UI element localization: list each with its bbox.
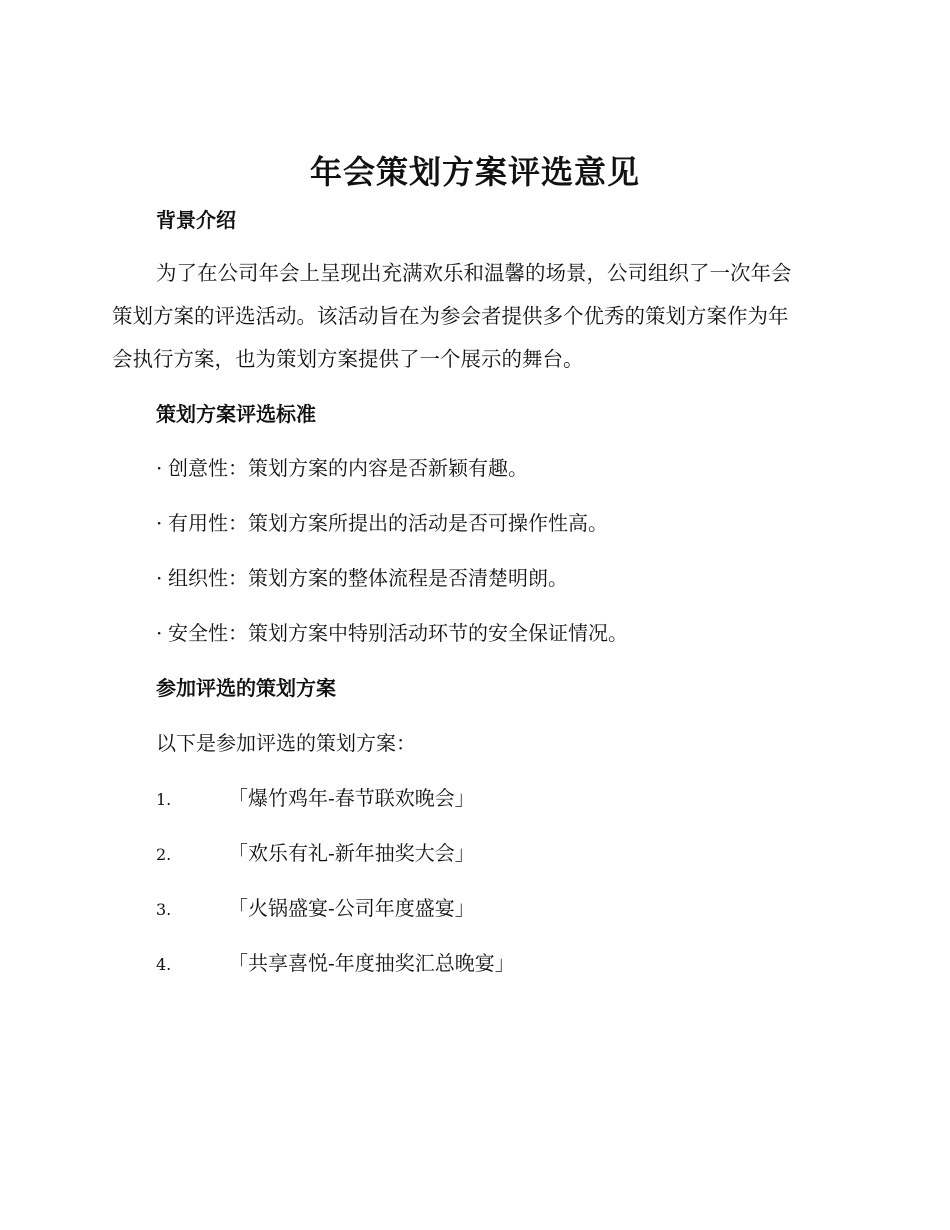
criteria-text: 创意性：策划方案的内容是否新颖有趣。 (168, 456, 528, 480)
criteria-text: 有用性：策划方案所提出的活动是否可操作性高。 (168, 511, 608, 535)
plan-name: 「欢乐有礼-新年抽奖大会」 (228, 841, 475, 865)
paragraph-line: 会执行方案，也为策划方案提供了一个展示的舞台。 (112, 347, 584, 371)
criteria-item (156, 618, 628, 648)
paragraph-line: 为了在公司年会上呈现出充满欢乐和温馨的场景，公司组织了一次年会 (156, 261, 792, 285)
background-paragraph (112, 252, 842, 381)
section-heading-participants: 参加评选的策划方案 (156, 676, 336, 700)
criteria-text: 组织性：策划方案的整体流程是否清楚明朗。 (168, 566, 568, 590)
bullet-icon: · (156, 621, 163, 645)
participants-intro: 以下是参加评选的策划方案： (156, 731, 416, 755)
section-heading-criteria: 策划方案评选标准 (156, 402, 316, 426)
section-heading-background: 背景介绍 (156, 208, 236, 232)
document-title: 年会策划方案评选意见 (309, 153, 640, 191)
plan-name: 「火锅盛宴-公司年度盛宴」 (228, 896, 475, 920)
plan-list-item (156, 948, 515, 980)
plan-list-item (156, 893, 475, 925)
bullet-icon: · (156, 511, 163, 535)
criteria-text: 安全性：策划方案中特别活动环节的安全保证情况。 (168, 621, 628, 645)
criteria-item (156, 563, 568, 593)
bullet-icon: · (156, 566, 163, 590)
list-number: 3. (156, 900, 172, 919)
list-number: 4. (156, 955, 172, 974)
criteria-item (156, 508, 608, 538)
paragraph-line: 策划方案的评选活动。该活动旨在为参会者提供多个优秀的策划方案作为年 (112, 304, 789, 328)
plan-name: 「共享喜悦-年度抽奖汇总晚宴」 (228, 951, 515, 975)
criteria-item (156, 453, 528, 483)
plan-list-item (156, 783, 475, 815)
plan-name: 「爆竹鸡年-春节联欢晚会」 (228, 786, 475, 810)
list-number: 1. (156, 790, 172, 809)
bullet-icon: · (156, 456, 163, 480)
plan-list-item (156, 838, 475, 870)
list-number: 2. (156, 845, 172, 864)
